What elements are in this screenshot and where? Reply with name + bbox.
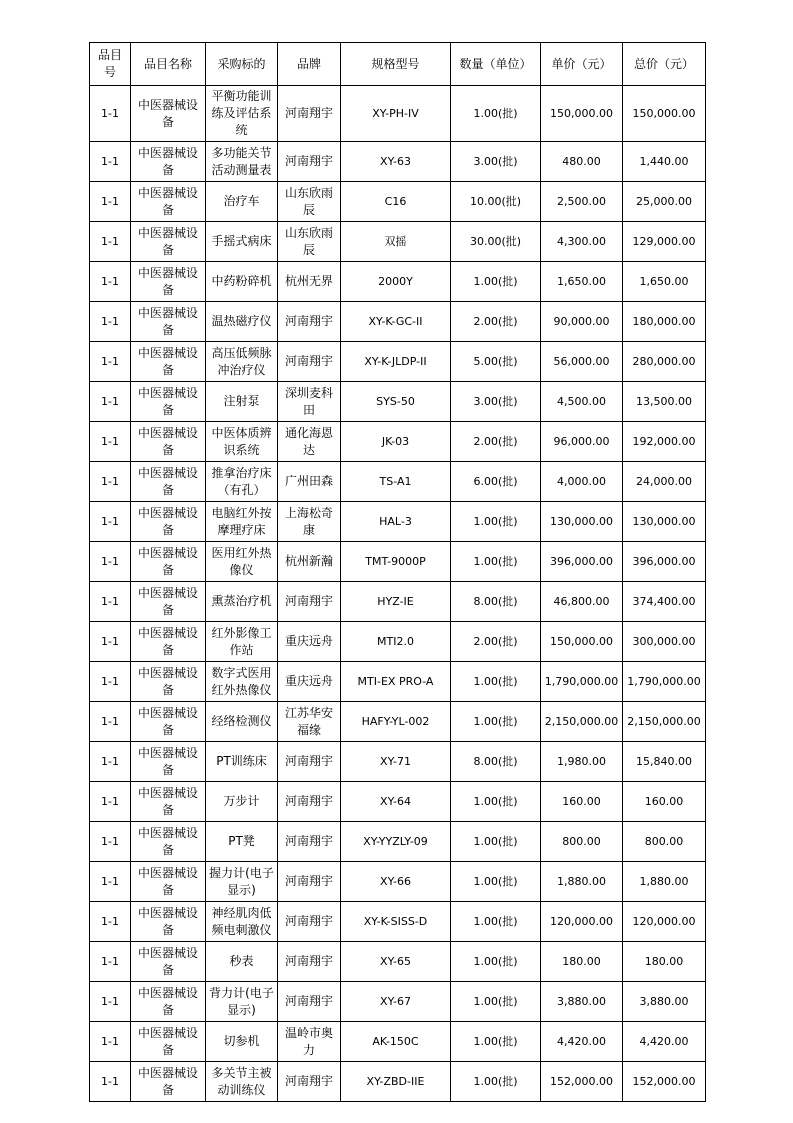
cell-brand: 重庆远舟 bbox=[278, 622, 341, 662]
cell-qty: 1.00(批) bbox=[451, 542, 541, 582]
cell-unit-price: 4,420.00 bbox=[541, 1022, 623, 1062]
cell-unit-price: 150,000.00 bbox=[541, 86, 623, 142]
cell-item-no: 1-1 bbox=[90, 382, 131, 422]
cell-total-price: 25,000.00 bbox=[623, 182, 706, 222]
cell-qty: 6.00(批) bbox=[451, 462, 541, 502]
cell-unit-price: 2,500.00 bbox=[541, 182, 623, 222]
cell-total-price: 1,440.00 bbox=[623, 142, 706, 182]
cell-model: MTI-EX PRO-A bbox=[341, 662, 451, 702]
cell-unit-price: 180.00 bbox=[541, 942, 623, 982]
cell-item-name: 中医器械设备 bbox=[131, 942, 206, 982]
table-row bbox=[90, 342, 706, 382]
cell-unit-price: 130,000.00 bbox=[541, 502, 623, 542]
cell-item-name: 中医器械设备 bbox=[131, 86, 206, 142]
cell-unit-price: 1,980.00 bbox=[541, 742, 623, 782]
cell-qty: 1.00(批) bbox=[451, 942, 541, 982]
header-brand: 品牌 bbox=[278, 43, 341, 86]
cell-model: XY-66 bbox=[341, 862, 451, 902]
cell-model: XY-PH-IV bbox=[341, 86, 451, 142]
cell-model: XY-65 bbox=[341, 942, 451, 982]
table-row bbox=[90, 862, 706, 902]
cell-item-name: 中医器械设备 bbox=[131, 622, 206, 662]
cell-total-price: 150,000.00 bbox=[623, 86, 706, 142]
header-item-name: 品目名称 bbox=[131, 43, 206, 86]
cell-total-price: 180.00 bbox=[623, 942, 706, 982]
cell-model: XY-YYZLY-09 bbox=[341, 822, 451, 862]
cell-target: 中医体质辨识系统 bbox=[206, 422, 278, 462]
cell-item-name: 中医器械设备 bbox=[131, 502, 206, 542]
table-row bbox=[90, 382, 706, 422]
cell-total-price: 2,150,000.00 bbox=[623, 702, 706, 742]
cell-item-no: 1-1 bbox=[90, 502, 131, 542]
cell-total-price: 130,000.00 bbox=[623, 502, 706, 542]
cell-brand: 河南翔宇 bbox=[278, 782, 341, 822]
cell-brand: 河南翔宇 bbox=[278, 942, 341, 982]
table-row bbox=[90, 142, 706, 182]
cell-target: 经络检测仪 bbox=[206, 702, 278, 742]
cell-qty: 1.00(批) bbox=[451, 702, 541, 742]
table-row bbox=[90, 422, 706, 462]
cell-target: 秒表 bbox=[206, 942, 278, 982]
cell-qty: 1.00(批) bbox=[451, 782, 541, 822]
cell-model: MTI2.0 bbox=[341, 622, 451, 662]
table-row bbox=[90, 462, 706, 502]
cell-brand: 河南翔宇 bbox=[278, 982, 341, 1022]
header-qty: 数量（单位） bbox=[451, 43, 541, 86]
cell-model: 2000Y bbox=[341, 262, 451, 302]
cell-total-price: 120,000.00 bbox=[623, 902, 706, 942]
cell-qty: 2.00(批) bbox=[451, 302, 541, 342]
cell-total-price: 1,790,000.00 bbox=[623, 662, 706, 702]
table-row bbox=[90, 942, 706, 982]
cell-brand: 河南翔宇 bbox=[278, 902, 341, 942]
cell-target: 熏蒸治疗机 bbox=[206, 582, 278, 622]
table-row bbox=[90, 262, 706, 302]
cell-qty: 1.00(批) bbox=[451, 262, 541, 302]
cell-item-name: 中医器械设备 bbox=[131, 422, 206, 462]
cell-total-price: 15,840.00 bbox=[623, 742, 706, 782]
table-row bbox=[90, 902, 706, 942]
cell-item-name: 中医器械设备 bbox=[131, 822, 206, 862]
cell-target: 万步计 bbox=[206, 782, 278, 822]
cell-unit-price: 1,650.00 bbox=[541, 262, 623, 302]
cell-model: AK-150C bbox=[341, 1022, 451, 1062]
cell-target: 推拿治疗床（有孔） bbox=[206, 462, 278, 502]
cell-target: 高压低频脉冲治疗仪 bbox=[206, 342, 278, 382]
cell-item-name: 中医器械设备 bbox=[131, 182, 206, 222]
cell-item-name: 中医器械设备 bbox=[131, 742, 206, 782]
cell-total-price: 13,500.00 bbox=[623, 382, 706, 422]
table-row bbox=[90, 662, 706, 702]
cell-qty: 30.00(批) bbox=[451, 222, 541, 262]
cell-item-no: 1-1 bbox=[90, 1022, 131, 1062]
table-row bbox=[90, 222, 706, 262]
cell-model: XY-K-SISS-D bbox=[341, 902, 451, 942]
cell-unit-price: 4,500.00 bbox=[541, 382, 623, 422]
cell-unit-price: 46,800.00 bbox=[541, 582, 623, 622]
cell-model: XY-67 bbox=[341, 982, 451, 1022]
cell-item-no: 1-1 bbox=[90, 742, 131, 782]
cell-qty: 1.00(批) bbox=[451, 822, 541, 862]
cell-item-name: 中医器械设备 bbox=[131, 542, 206, 582]
cell-unit-price: 152,000.00 bbox=[541, 1062, 623, 1102]
cell-qty: 1.00(批) bbox=[451, 86, 541, 142]
cell-model: JK-03 bbox=[341, 422, 451, 462]
cell-item-name: 中医器械设备 bbox=[131, 462, 206, 502]
cell-brand: 山东欣雨辰 bbox=[278, 222, 341, 262]
table-row bbox=[90, 1062, 706, 1102]
cell-item-no: 1-1 bbox=[90, 822, 131, 862]
cell-qty: 1.00(批) bbox=[451, 982, 541, 1022]
cell-item-name: 中医器械设备 bbox=[131, 782, 206, 822]
cell-brand: 杭州无界 bbox=[278, 262, 341, 302]
cell-item-name: 中医器械设备 bbox=[131, 862, 206, 902]
cell-item-name: 中医器械设备 bbox=[131, 1022, 206, 1062]
cell-qty: 1.00(批) bbox=[451, 1062, 541, 1102]
cell-item-name: 中医器械设备 bbox=[131, 662, 206, 702]
cell-model: HAL-3 bbox=[341, 502, 451, 542]
cell-target: 神经肌肉低频电刺激仪 bbox=[206, 902, 278, 942]
cell-item-no: 1-1 bbox=[90, 182, 131, 222]
cell-brand: 河南翔宇 bbox=[278, 582, 341, 622]
cell-target: 背力计(电子显示) bbox=[206, 982, 278, 1022]
cell-target: 电脑红外按摩理疗床 bbox=[206, 502, 278, 542]
cell-qty: 2.00(批) bbox=[451, 422, 541, 462]
cell-unit-price: 3,880.00 bbox=[541, 982, 623, 1022]
cell-item-name: 中医器械设备 bbox=[131, 902, 206, 942]
cell-brand: 深圳麦科田 bbox=[278, 382, 341, 422]
cell-unit-price: 800.00 bbox=[541, 822, 623, 862]
cell-qty: 3.00(批) bbox=[451, 142, 541, 182]
cell-item-no: 1-1 bbox=[90, 982, 131, 1022]
cell-unit-price: 4,300.00 bbox=[541, 222, 623, 262]
cell-unit-price: 56,000.00 bbox=[541, 342, 623, 382]
cell-total-price: 1,650.00 bbox=[623, 262, 706, 302]
table-row bbox=[90, 782, 706, 822]
cell-target: 手摇式病床 bbox=[206, 222, 278, 262]
cell-target: 中药粉碎机 bbox=[206, 262, 278, 302]
cell-unit-price: 2,150,000.00 bbox=[541, 702, 623, 742]
cell-model: HYZ-IE bbox=[341, 582, 451, 622]
cell-qty: 1.00(批) bbox=[451, 902, 541, 942]
cell-model: TMT-9000P bbox=[341, 542, 451, 582]
cell-total-price: 180,000.00 bbox=[623, 302, 706, 342]
cell-item-no: 1-1 bbox=[90, 422, 131, 462]
cell-item-name: 中医器械设备 bbox=[131, 262, 206, 302]
cell-brand: 广州田森 bbox=[278, 462, 341, 502]
cell-brand: 重庆远舟 bbox=[278, 662, 341, 702]
cell-item-no: 1-1 bbox=[90, 782, 131, 822]
cell-target: 注射泵 bbox=[206, 382, 278, 422]
procurement-table bbox=[89, 42, 706, 1102]
cell-target: 治疗车 bbox=[206, 182, 278, 222]
cell-qty: 1.00(批) bbox=[451, 502, 541, 542]
cell-model: HAFY-YL-002 bbox=[341, 702, 451, 742]
cell-unit-price: 120,000.00 bbox=[541, 902, 623, 942]
cell-qty: 10.00(批) bbox=[451, 182, 541, 222]
cell-item-no: 1-1 bbox=[90, 862, 131, 902]
cell-total-price: 800.00 bbox=[623, 822, 706, 862]
cell-unit-price: 4,000.00 bbox=[541, 462, 623, 502]
cell-model: XY-64 bbox=[341, 782, 451, 822]
cell-item-no: 1-1 bbox=[90, 662, 131, 702]
cell-item-no: 1-1 bbox=[90, 702, 131, 742]
cell-item-name: 中医器械设备 bbox=[131, 222, 206, 262]
cell-model: XY-K-GC-II bbox=[341, 302, 451, 342]
cell-target: 数字式医用红外热像仪 bbox=[206, 662, 278, 702]
cell-item-name: 中医器械设备 bbox=[131, 142, 206, 182]
cell-target: PT训练床 bbox=[206, 742, 278, 782]
table-row bbox=[90, 622, 706, 662]
cell-target: PT凳 bbox=[206, 822, 278, 862]
table-row bbox=[90, 982, 706, 1022]
cell-model: XY-ZBD-IIE bbox=[341, 1062, 451, 1102]
cell-qty: 5.00(批) bbox=[451, 342, 541, 382]
cell-brand: 河南翔宇 bbox=[278, 1062, 341, 1102]
table-row bbox=[90, 542, 706, 582]
header-total-price: 总价（元） bbox=[623, 43, 706, 86]
table-row bbox=[90, 582, 706, 622]
cell-item-no: 1-1 bbox=[90, 462, 131, 502]
cell-qty: 1.00(批) bbox=[451, 1022, 541, 1062]
cell-brand: 温岭市奥力 bbox=[278, 1022, 341, 1062]
cell-target: 红外影像工作站 bbox=[206, 622, 278, 662]
cell-unit-price: 90,000.00 bbox=[541, 302, 623, 342]
cell-model: 双摇 bbox=[341, 222, 451, 262]
cell-item-name: 中医器械设备 bbox=[131, 382, 206, 422]
cell-total-price: 160.00 bbox=[623, 782, 706, 822]
cell-total-price: 129,000.00 bbox=[623, 222, 706, 262]
cell-item-name: 中医器械设备 bbox=[131, 582, 206, 622]
cell-target: 切参机 bbox=[206, 1022, 278, 1062]
cell-unit-price: 1,790,000.00 bbox=[541, 662, 623, 702]
cell-item-name: 中医器械设备 bbox=[131, 702, 206, 742]
cell-unit-price: 396,000.00 bbox=[541, 542, 623, 582]
cell-item-no: 1-1 bbox=[90, 582, 131, 622]
cell-brand: 上海松奇康 bbox=[278, 502, 341, 542]
cell-item-name: 中医器械设备 bbox=[131, 1062, 206, 1102]
cell-item-no: 1-1 bbox=[90, 142, 131, 182]
table-row bbox=[90, 742, 706, 782]
cell-brand: 河南翔宇 bbox=[278, 822, 341, 862]
cell-item-no: 1-1 bbox=[90, 302, 131, 342]
cell-total-price: 300,000.00 bbox=[623, 622, 706, 662]
table-row bbox=[90, 1022, 706, 1062]
header-item-no: 品目号 bbox=[90, 43, 131, 86]
table-row bbox=[90, 702, 706, 742]
table-row bbox=[90, 502, 706, 542]
cell-brand: 山东欣雨辰 bbox=[278, 182, 341, 222]
table-row bbox=[90, 182, 706, 222]
cell-item-no: 1-1 bbox=[90, 1062, 131, 1102]
cell-brand: 河南翔宇 bbox=[278, 742, 341, 782]
cell-qty: 8.00(批) bbox=[451, 582, 541, 622]
cell-item-name: 中医器械设备 bbox=[131, 982, 206, 1022]
cell-item-name: 中医器械设备 bbox=[131, 342, 206, 382]
cell-brand: 通化海恩达 bbox=[278, 422, 341, 462]
cell-total-price: 374,400.00 bbox=[623, 582, 706, 622]
cell-total-price: 4,420.00 bbox=[623, 1022, 706, 1062]
cell-qty: 1.00(批) bbox=[451, 862, 541, 902]
cell-total-price: 280,000.00 bbox=[623, 342, 706, 382]
cell-qty: 2.00(批) bbox=[451, 622, 541, 662]
cell-unit-price: 1,880.00 bbox=[541, 862, 623, 902]
cell-unit-price: 160.00 bbox=[541, 782, 623, 822]
cell-item-no: 1-1 bbox=[90, 222, 131, 262]
cell-target: 温热磁疗仪 bbox=[206, 302, 278, 342]
table-row bbox=[90, 86, 706, 142]
cell-total-price: 3,880.00 bbox=[623, 982, 706, 1022]
cell-brand: 河南翔宇 bbox=[278, 862, 341, 902]
cell-item-no: 1-1 bbox=[90, 942, 131, 982]
cell-brand: 河南翔宇 bbox=[278, 342, 341, 382]
cell-target: 医用红外热像仪 bbox=[206, 542, 278, 582]
cell-total-price: 1,880.00 bbox=[623, 862, 706, 902]
cell-model: XY-63 bbox=[341, 142, 451, 182]
cell-item-no: 1-1 bbox=[90, 542, 131, 582]
cell-target: 多关节主被动训练仪 bbox=[206, 1062, 278, 1102]
cell-brand: 河南翔宇 bbox=[278, 142, 341, 182]
cell-target: 多功能关节活动测量表 bbox=[206, 142, 278, 182]
cell-target: 平衡功能训练及评估系统 bbox=[206, 86, 278, 142]
table-header-row bbox=[90, 43, 706, 86]
cell-qty: 3.00(批) bbox=[451, 382, 541, 422]
cell-brand: 河南翔宇 bbox=[278, 86, 341, 142]
cell-unit-price: 480.00 bbox=[541, 142, 623, 182]
cell-total-price: 24,000.00 bbox=[623, 462, 706, 502]
cell-brand: 江苏华安福缘 bbox=[278, 702, 341, 742]
table-row bbox=[90, 822, 706, 862]
cell-item-no: 1-1 bbox=[90, 622, 131, 662]
cell-qty: 8.00(批) bbox=[451, 742, 541, 782]
cell-item-name: 中医器械设备 bbox=[131, 302, 206, 342]
cell-item-no: 1-1 bbox=[90, 86, 131, 142]
cell-unit-price: 150,000.00 bbox=[541, 622, 623, 662]
cell-brand: 河南翔宇 bbox=[278, 302, 341, 342]
cell-item-no: 1-1 bbox=[90, 342, 131, 382]
cell-item-no: 1-1 bbox=[90, 262, 131, 302]
header-target: 采购标的 bbox=[206, 43, 278, 86]
header-unit-price: 单价（元） bbox=[541, 43, 623, 86]
cell-model: XY-71 bbox=[341, 742, 451, 782]
cell-item-no: 1-1 bbox=[90, 902, 131, 942]
cell-total-price: 396,000.00 bbox=[623, 542, 706, 582]
cell-model: SYS-50 bbox=[341, 382, 451, 422]
cell-unit-price: 96,000.00 bbox=[541, 422, 623, 462]
cell-total-price: 152,000.00 bbox=[623, 1062, 706, 1102]
header-model: 规格型号 bbox=[341, 43, 451, 86]
table-row bbox=[90, 302, 706, 342]
cell-total-price: 192,000.00 bbox=[623, 422, 706, 462]
cell-model: C16 bbox=[341, 182, 451, 222]
cell-brand: 杭州新瀚 bbox=[278, 542, 341, 582]
cell-model: TS-A1 bbox=[341, 462, 451, 502]
cell-qty: 1.00(批) bbox=[451, 662, 541, 702]
cell-target: 握力计(电子显示) bbox=[206, 862, 278, 902]
cell-model: XY-K-JLDP-II bbox=[341, 342, 451, 382]
